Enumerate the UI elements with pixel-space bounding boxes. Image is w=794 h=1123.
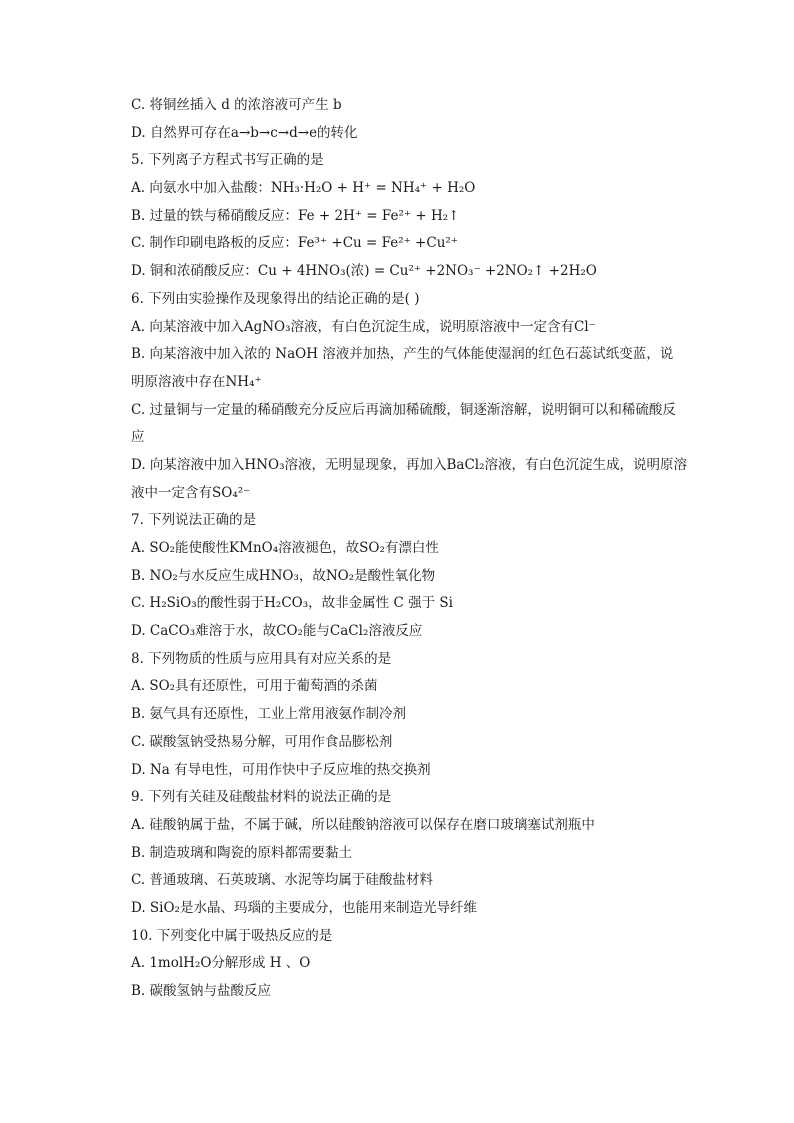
- question-stem: 8. 下列物质的性质与应用具有对应关系的是: [131, 650, 392, 667]
- question-stem: 10. 下列变化中属于吸热反应的是: [131, 927, 333, 944]
- option-line: D. 向某溶液中加入HNO₃溶液，无明显现象，再加入BaCl₂溶液，有白色沉淀生成，说明原溶: [131, 456, 688, 473]
- exam-questions: [131, 92, 701, 1006]
- option-line: D. CaCO₃难溶于水，故CO₂能与CaCl₂溶液反应: [131, 623, 423, 640]
- option-line: C. 将铜丝插入 d 的浓溶液可产生 b: [131, 97, 342, 113]
- question-stem: 6. 下列由实验操作及现象得出的结论正确的是( ): [131, 290, 420, 307]
- option-line: B. 氨气具有还原性，工业上常用液氨作制冷剂: [131, 706, 407, 723]
- option-line: D. 自然界可存在a→b→c→d→e的转化: [131, 124, 358, 141]
- question-stem: 9. 下列有关硅及硅酸盐材料的说法正确的是: [131, 789, 392, 806]
- option-line: A. 向某溶液中加入AgNO₃溶液，有白色沉淀生成，说明原溶液中一定含有Cl⁻: [131, 318, 596, 335]
- option-line: C. H₂SiO₃的酸性弱于H₂CO₃，故非金属性 C 强于 Si: [131, 595, 453, 612]
- option-line: A. 向氨水中加入盐酸：NH₃·H₂O + H⁺ = NH₄⁺ + H₂O: [131, 180, 476, 197]
- option-line: B. 向某溶液中加入浓的 NaOH 溶液并加热，产生的气体能使湿润的红色石蕊试纸变蓝，说: [131, 346, 674, 363]
- question-stem: 7. 下列说法正确的是: [131, 512, 257, 529]
- option-line: A. 1molH₂O分解形成 H 、O: [131, 955, 311, 972]
- option-line: B. 过量的铁与稀硝酸反应：Fe + 2H⁺ = Fe²⁺ + H₂↑: [131, 207, 460, 224]
- option-line: A. SO₂具有还原性，可用于葡萄酒的杀菌: [131, 678, 378, 695]
- option-line: D. SiO₂是水晶、玛瑙的主要成分，也能用来制造光导纤维: [131, 899, 477, 916]
- option-line: D. 铜和浓硝酸反应：Cu + 4HNO₃(浓) = Cu²⁺ +2NO₃⁻ +2NO₂↑ +2H₂O: [131, 263, 597, 280]
- option-line: C. 碳酸氢钠受热易分解，可用作食品膨松剂: [131, 733, 393, 750]
- option-line: C. 制作印刷电路板的反应：Fe³⁺ +Cu = Fe²⁺ +Cu²⁺: [131, 235, 458, 252]
- option-line: B. 碳酸氢钠与盐酸反应: [131, 983, 272, 999]
- option-line: C. 普通玻璃、石英玻璃、水泥等均属于硅酸盐材料: [131, 872, 433, 889]
- option-line: D. Na 有导电性，可用作快中子反应堆的热交换剂: [131, 761, 431, 778]
- continuation-line: 应: [131, 429, 145, 446]
- option-line: B. NO₂与水反应生成HNO₃，故NO₂是酸性氧化物: [131, 567, 436, 584]
- continuation-line: 明原溶液中存在NH₄⁺: [131, 373, 262, 390]
- option-line: B. 制造玻璃和陶瓷的原料都需要黏土: [131, 844, 353, 861]
- option-line: C. 过量铜与一定量的稀硝酸充分反应后再滴加稀硫酸，铜逐渐溶解，说明铜可以和稀硫酸反: [131, 401, 676, 418]
- option-line: A. 硅酸钠属于盐，不属于碱，所以硅酸钠溶液可以保存在磨口玻璃塞试剂瓶中: [131, 816, 595, 833]
- option-line: A. SO₂能使酸性KMnO₄溶液褪色，故SO₂有漂白性: [131, 540, 439, 556]
- continuation-line: 液中一定含有SO₄²⁻: [131, 484, 251, 501]
- question-stem: 5. 下列离子方程式书写正确的是: [131, 152, 324, 169]
